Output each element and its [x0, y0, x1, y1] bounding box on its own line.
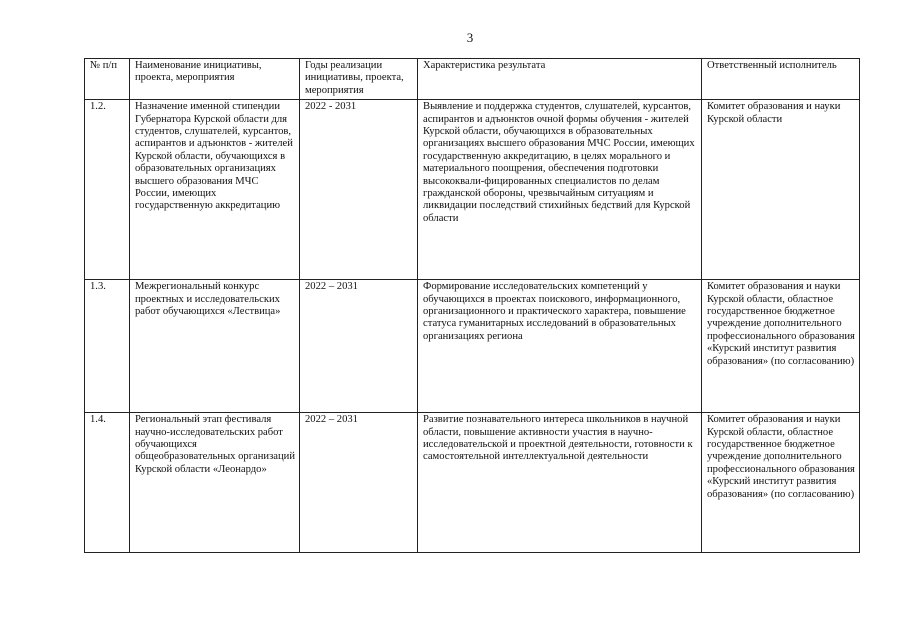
measures-table — [84, 58, 860, 553]
table-row — [85, 413, 860, 553]
row-years: 2022 - 2031 — [300, 100, 418, 280]
row-name: Региональный этап фестиваля научно-исследовательских работ обучающихся общеобразовательных организаций Курской области «Леонардо» — [130, 413, 300, 553]
header-result: Характеристика результата — [418, 59, 702, 100]
header-number: № п/п — [85, 59, 130, 100]
row-executor: Комитет образования и науки Курской области, областное государственное бюджетное учреждение дополнительного профессионального образования «Курский институт развития образования» (по согласованию) — [702, 413, 860, 553]
header-name: Наименование инициативы, проекта, мероприятия — [130, 59, 300, 100]
table-row — [85, 100, 860, 280]
header-executor: Ответственный исполнитель — [702, 59, 860, 100]
row-executor: Комитет образования и науки Курской области — [702, 100, 860, 280]
page-number: 3 — [466, 30, 474, 45]
row-result: Развитие познавательного интереса школьников в научной области, повышение активности участия в научно-исследовательской и проектной деятельности, готовности к самостоятельной интеллектуальной деятельности — [418, 413, 702, 553]
row-name: Назначение именной стипендии Губернатора Курской области для студентов, слушателей, курсантов, аспирантов и адъюнктов - жителей Курской области, обучающихся в образовательных организациях высшего образования МЧС России, имеющих государственную аккредитацию — [130, 100, 300, 280]
header-years: Годы реализации инициативы, проекта, мероприятия — [300, 59, 418, 100]
row-years: 2022 – 2031 — [300, 413, 418, 553]
table-row — [85, 280, 860, 413]
row-years: 2022 – 2031 — [300, 280, 418, 413]
table-header-row — [85, 59, 860, 100]
row-result: Формирование исследовательских компетенций у обучающихся в проектах поискового, информационного, организационного и практического характера, повышение статуса гуманитарных исследований в образовательных организациях региона — [418, 280, 702, 413]
row-name: Межрегиональный конкурс проектных и исследовательских работ обучающихся «Лествица» — [130, 280, 300, 413]
row-number: 1.3. — [85, 280, 130, 413]
row-number: 1.2. — [85, 100, 130, 280]
row-number: 1.4. — [85, 413, 130, 553]
row-result: Выявление и поддержка студентов, слушателей, курсантов, аспирантов и адъюнктов очной формы обучения - жителей Курской области, обучающихся в образовательных организациях высшего образования МЧС России, имеющих государственную аккредитацию, в целях морального и материального поощрения, обеспечения подготовки высококвали-фицированных специалистов по делам гражданской обороны, чрезвычайным ситуациям и ликвидации последствий стихийных бедствий для Курской области — [418, 100, 702, 280]
row-executor: Комитет образования и науки Курской области, областное государственное бюджетное учреждение дополнительного профессионального образования «Курский институт развития образования» (по согласованию) — [702, 280, 860, 413]
